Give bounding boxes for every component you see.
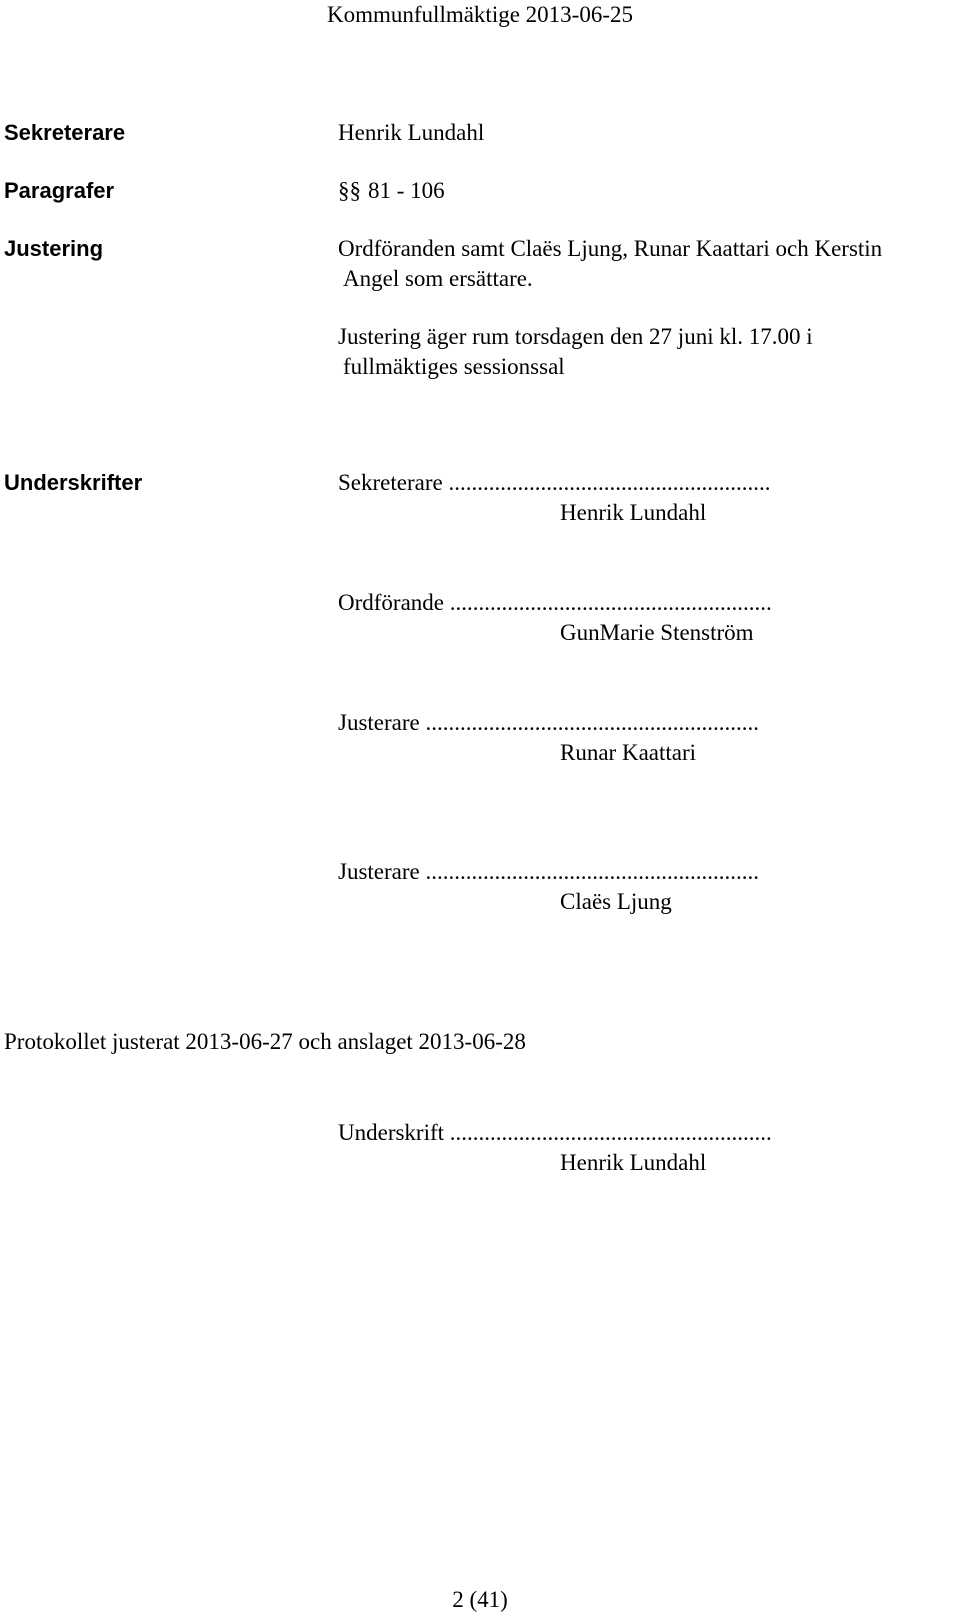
signature-name-ordforande: GunMarie Stenström: [560, 620, 754, 645]
justering-line-3: Justering äger rum torsdagen den 27 juni kl. 17.00 i: [338, 324, 813, 349]
sekreterare-label: Sekreterare: [4, 120, 126, 145]
signature-role-justerare-1: Justerare ..........................................................: [338, 710, 759, 735]
signature-name-justerare-2: Claës Ljung: [560, 889, 672, 914]
paragrafer-label: Paragrafer: [4, 178, 115, 203]
justering-line-1: Ordföranden samt Claës Ljung, Runar Kaattari och Kerstin: [338, 236, 883, 261]
justering-line-4: fullmäktiges sessionssal: [343, 354, 565, 379]
justering-label: Justering: [4, 236, 104, 261]
justering-line-2: Angel som ersättare.: [343, 266, 533, 291]
signature-role-ordforande: Ordförande ........................................................: [338, 590, 772, 615]
paragrafer-range: 81 - 106: [368, 178, 445, 203]
protokollet-statement: Protokollet justerat 2013-06-27 och anslaget 2013-06-28: [4, 1029, 526, 1054]
signature-role-justerare-2: Justerare ..........................................................: [338, 859, 759, 884]
paragrafer-value: [338, 176, 445, 206]
signature-role-sekreterare: Sekreterare ........................................................: [338, 470, 771, 495]
paragraph-sign-icon: §§: [338, 178, 361, 203]
signature-name-underskrift: Henrik Lundahl: [560, 1150, 707, 1175]
signature-name-justerare-1: Runar Kaattari: [560, 740, 697, 765]
sekreterare-value: Henrik Lundahl: [338, 120, 485, 145]
signature-name-sekreterare: Henrik Lundahl: [560, 500, 707, 525]
page-number: 2 (41): [452, 1587, 508, 1612]
document-header-title: Kommunfullmäktige 2013-06-25: [327, 2, 633, 27]
signature-role-underskrift: Underskrift ........................................................: [338, 1120, 772, 1145]
underskrifter-label: Underskrifter: [4, 470, 143, 495]
